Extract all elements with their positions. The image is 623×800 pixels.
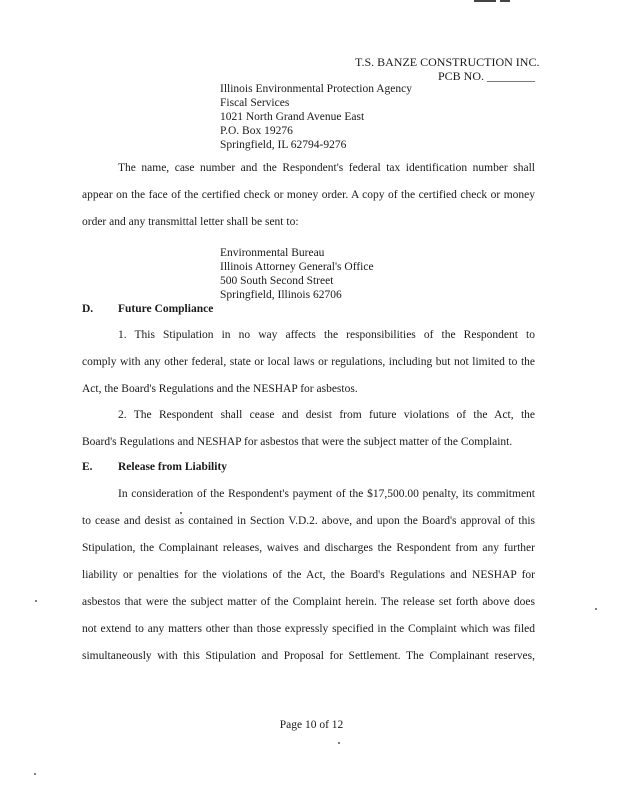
section-heading-d <box>82 303 213 315</box>
paragraph-line: order and any transmittal letter shall be sent to: <box>82 216 299 228</box>
section-title: Future Compliance <box>118 303 214 315</box>
paragraph-line: appear on the face of the certified check or money order. A copy of the certified check or money <box>82 189 535 201</box>
scan-mark <box>500 0 510 2</box>
address-line: 1021 North Grand Avenue East <box>220 111 365 123</box>
paragraph-line: 1. This Stipulation in no way affects the responsibilities of the Respondent to <box>118 329 535 341</box>
paragraph-line: Act, the Board's Regulations and the NESHAP for asbestos. <box>82 383 358 395</box>
address-line: Illinois Attorney General's Office <box>220 261 374 273</box>
paragraph-line: simultaneously with this Stipulation and Proposal for Settlement. The Complainant reserves, <box>82 650 535 662</box>
scan-speck <box>180 512 182 514</box>
pcb-label: PCB NO. <box>437 69 487 83</box>
paragraph-line: comply with any other federal, state or local laws or regulations, including but not limited to the <box>82 356 535 368</box>
scan-mark <box>474 0 496 2</box>
address-line: Fiscal Services <box>220 97 290 109</box>
paragraph-line: Stipulation, the Complainant releases, waives and discharges the Respondent from any further <box>82 542 535 554</box>
paragraph-e <box>82 481 535 670</box>
section-title: Release from Liability <box>118 461 228 473</box>
address-line: Illinois Environmental Protection Agency <box>220 83 412 95</box>
case-caption <box>355 55 540 83</box>
paragraph-d1 <box>82 322 535 403</box>
address-line: P.O. Box 19276 <box>220 125 293 137</box>
scan-speck <box>595 608 597 610</box>
paragraph-line: asbestos that were the subject matter of the Complaint herein. The release set forth above does <box>82 596 535 608</box>
ag-address-block <box>220 246 374 302</box>
company-name: T.S. BANZE CONSTRUCTION INC. <box>355 55 540 69</box>
pcb-blank: ________ <box>487 69 535 83</box>
address-line: Springfield, IL 62794-9276 <box>220 139 347 151</box>
paragraph-line: The name, case number and the Respondent's federal tax identification number shall <box>118 162 535 174</box>
section-letter: E. <box>82 461 93 473</box>
pcb-number <box>355 69 535 83</box>
paragraph-d2 <box>82 402 535 456</box>
paragraph-line: liability or penalties for the violations of the Act, the Board's Regulations and NESHAP for <box>82 569 535 581</box>
paragraph-line: not extend to any matters other than those expressly specified in the Complaint which was filed <box>82 623 535 635</box>
section-heading-e <box>82 461 227 473</box>
payment-instructions-paragraph <box>82 155 535 236</box>
scan-speck <box>34 773 36 775</box>
address-line: Springfield, Illinois 62706 <box>220 289 342 301</box>
section-letter: D. <box>82 303 94 315</box>
paragraph-line: to cease and desist as contained in Section V.D.2. above, and upon the Board's approval of this <box>82 515 535 527</box>
paragraph-line: 2. The Respondent shall cease and desist from future violations of the Act, the <box>118 409 535 421</box>
scan-speck <box>338 742 340 744</box>
page-number: Page 10 of 12 <box>279 719 344 731</box>
paragraph-line: In consideration of the Respondent's payment of the $17,500.00 penalty, its commitment <box>118 488 535 500</box>
epa-address-block <box>220 82 412 152</box>
address-line: Environmental Bureau <box>220 247 325 259</box>
scan-speck <box>35 600 37 602</box>
address-line: 500 South Second Street <box>220 275 334 287</box>
paragraph-line: Board's Regulations and NESHAP for asbestos that were the subject matter of the Complaint. <box>82 436 513 448</box>
